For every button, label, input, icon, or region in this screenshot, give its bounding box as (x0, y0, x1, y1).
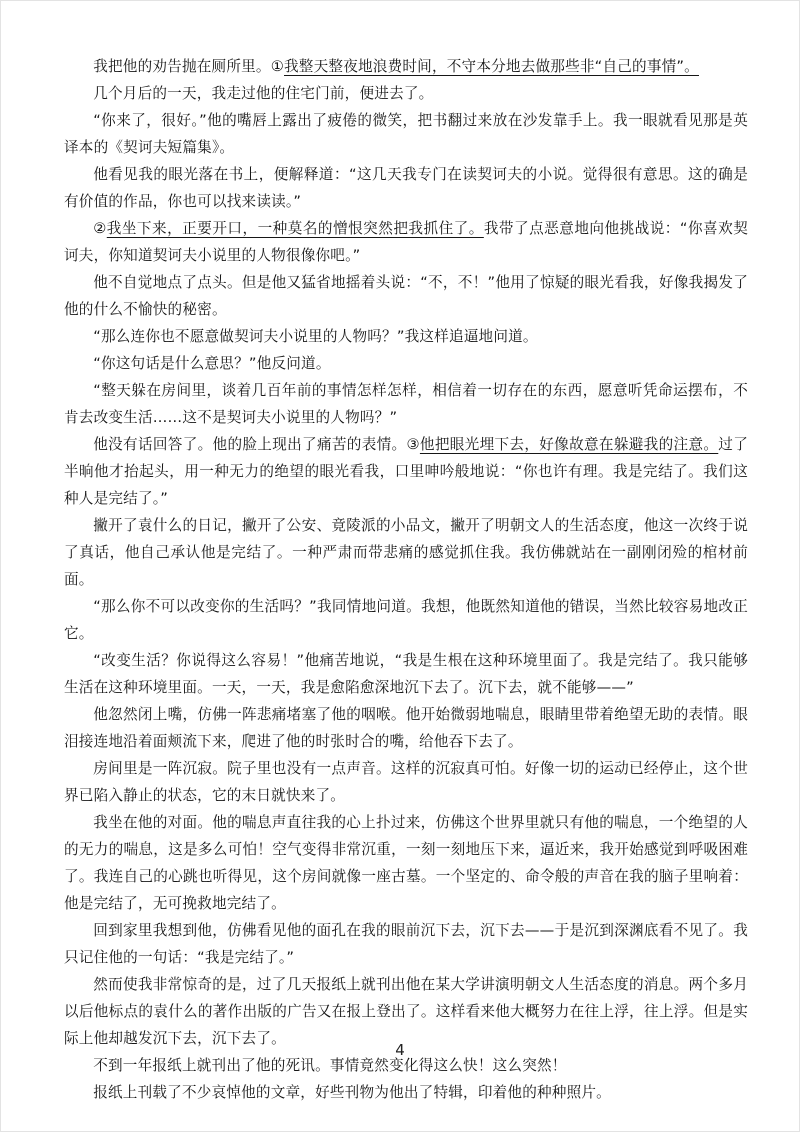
paragraph (64, 350, 748, 377)
text-segment: 报纸上刊载了不少哀悼他的文章，好些刊物为他出了特辑，印着他的种种照片。 (93, 1084, 611, 1101)
paragraph (64, 917, 748, 971)
text-segment: 他看见我的眼光落在书上，便解释道：“这几天我专门在读契诃夫的小说。觉得很有意思。这的确是有价值的作品，你也可以找来读读。” (64, 166, 748, 210)
text-segment: 他不自觉地点了点头。但是他又猛省地摇着头说：“不，不！”他用了惊疑的眼光看我，好像我揭发了他的什么不愉快的秘密。 (64, 274, 748, 318)
document-text (64, 53, 748, 1106)
underlined-sentence: 他把眼光埋下去，好像故意在躲避我的注意。 (419, 436, 719, 453)
text-segment: 回到家里我想到他，仿佛看见他的面孔在我的眼前沉下去，沉下去——于是沉到深渊底看不见了。我只记住他的一句话：“我是完结了。” (64, 922, 748, 966)
paragraph (64, 647, 748, 701)
text-segment: “你来了，很好。”他的嘴唇上露出了疲倦的微笑，把书翻过来放在沙发靠手上。我一眼就看见那是英译本的《契诃夫短篇集》。 (64, 112, 748, 156)
text-segment: “整天躲在房间里，谈着几百年前的事情怎样怎样，相信着一切存在的东西，愿意听凭命运摆布，不肯去改变生活……这不是契诃夫小说里的人物吗？” (64, 382, 748, 426)
paragraph (64, 80, 748, 107)
text-segment: 他忽然闭上嘴，仿佛一阵悲痛堵塞了他的咽喉。他开始微弱地喘息，眼睛里带着绝望无助的表情。眼泪接连地沿着面颊流下来，爬进了他的时张时合的嘴，给他吞下去了。 (64, 706, 748, 750)
text-segment: 不到一年报纸上就刊出了他的死讯。事情竟然变化得这么快！这么突然！ (93, 1057, 567, 1074)
text-segment: 过了半晌他才抬起头，用一种无力的绝望的眼光看我，口里呻吟般地说：“你也许有理。我是完结了。我们这种人是完结了。” (64, 436, 748, 507)
text-segment: “改变生活？你说得这么容易！”他痛苦地说，“我是生根在这种环境里面了。我是完结了。我只能够生活在这种环境里面。一天，一天，我是愈陷愈深地沉下去了。沉下去，就不能够——” (64, 652, 748, 696)
paragraph (64, 971, 748, 1052)
text-segment: “那么连你也不愿意做契诃夫小说里的人物吗？”我这样追逼地问道。 (93, 328, 538, 345)
circled-number-marker: ① (270, 58, 285, 75)
paragraph (64, 701, 748, 755)
text-segment: 我坐在他的对面。他的喘息声直往我的心上扑过来，仿佛这个世界里就只有他的喘息，一个绝望的人的无力的喘息，这是多么可怕！空气变得非常沉重，一刻一刻地压下来，逼近来，我开始感觉到呼吸困难了。我连自己的心跳也听得见，这个房间就像一座古墓。一个坚定的、命令般的声音在我的脑子里响着：他是完结了，无可挽救地完结了。 (64, 814, 748, 912)
text-segment: 我把他的劝告抛在厕所里。 (93, 58, 271, 75)
text-segment: 房间里是一阵沉寂。院子里也没有一点声音。这样的沉寂真可怕。好像一切的运动已经停止，这个世界已陷入静止的状态，它的末日就快来了。 (64, 760, 748, 804)
text-segment: “那么你不可以改变你的生活吗？”我同情地问道。我想，他既然知道他的错误，当然比较容易地改正它。 (64, 598, 748, 642)
paragraph (64, 107, 748, 161)
paragraph (64, 53, 748, 80)
circled-number-marker: ③ (406, 436, 420, 453)
underlined-sentence: 我坐下来，正要开口，一种莫名的憎恨突然把我抓住了。 (106, 220, 484, 237)
paragraph (64, 431, 748, 512)
underlined-sentence: 我整天整夜地浪费时间，不守本分地去做那些非“自己的事情”。 (284, 58, 699, 75)
text-segment: 几个月后的一天，我走过他的住宅门前，便进去了。 (93, 85, 434, 102)
paragraph (64, 1079, 748, 1106)
circled-number-marker: ② (93, 220, 107, 237)
paragraph (64, 377, 748, 431)
text-segment: 我带了点恶意地向他挑战说：“你喜欢契诃夫，你知道契诃夫小说里的人物很像你吧。” (64, 220, 748, 264)
paragraph (64, 215, 748, 269)
text-segment: 然而使我非常惊奇的是，过了几天报纸上就刊出他在某大学讲演明朝文人生活态度的消息。两个多月以后他标点的袁什么的著作出版的广告又在报上登出了。这样看来他大概努力在往上浮，往上浮。但是实际上他却越发沉下去，沉下去了。 (64, 976, 748, 1047)
paragraph (64, 323, 748, 350)
paragraph (64, 809, 748, 917)
paragraph (64, 512, 748, 593)
paragraph (64, 161, 748, 215)
paragraph (64, 269, 748, 323)
text-segment: “你这句话是什么意思？”他反问道。 (93, 355, 331, 372)
text-segment: 他没有话回答了。他的脸上现出了痛苦的表情。 (93, 436, 407, 453)
paragraph (64, 755, 748, 809)
text-segment: 撇开了袁什么的日记，撇开了公安、竟陵派的小品文，撇开了明朝文人的生活态度，他这一次终于说了真话，他自己承认他是完结了。一种严肃而带悲痛的感觉抓住我。我仿佛就站在一副刚闭殓的棺材前面。 (64, 517, 748, 588)
paragraph (64, 593, 748, 647)
page-number: 4 (395, 1041, 405, 1059)
